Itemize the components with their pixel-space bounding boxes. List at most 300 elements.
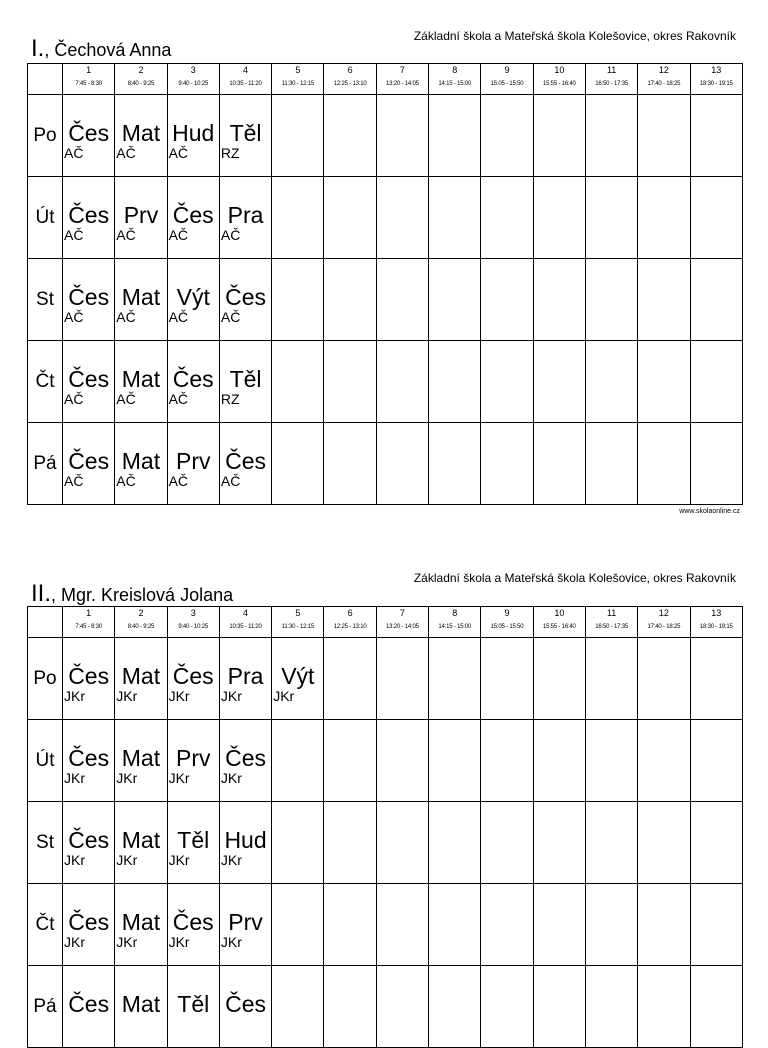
lesson-teacher: JKr <box>220 851 242 868</box>
lesson-subject: Čes <box>172 662 214 689</box>
period-time: 10:35 - 11:20 <box>229 624 262 630</box>
period-header <box>219 64 271 95</box>
period-header <box>115 64 167 95</box>
period-header <box>115 607 167 638</box>
empty-cell <box>533 638 585 720</box>
lesson-subject: Čes <box>68 662 110 689</box>
lesson-cell <box>167 259 219 341</box>
day-label: Pá <box>28 423 63 505</box>
lesson-subject: Hud <box>172 119 215 146</box>
empty-cell <box>690 966 742 1048</box>
lesson-teacher: AČ <box>220 472 241 489</box>
lesson-cell <box>115 638 167 720</box>
empty-cell <box>638 177 690 259</box>
lesson-teacher: JKr <box>116 687 138 704</box>
lesson-subject: Čes <box>68 990 110 1017</box>
lesson-subject: Čes <box>172 201 214 228</box>
empty-cell <box>533 259 585 341</box>
day-row <box>28 423 743 505</box>
lesson-cell <box>167 95 219 177</box>
period-time: 15:55 - 16:40 <box>542 81 576 87</box>
empty-cell <box>481 966 533 1048</box>
period-number: 5 <box>295 65 301 75</box>
day-label: Út <box>28 177 63 259</box>
day-label: Po <box>28 95 63 177</box>
empty-cell <box>429 177 481 259</box>
empty-cell <box>638 884 690 966</box>
day-row <box>28 177 743 259</box>
period-number: 6 <box>347 608 353 618</box>
lesson-teacher: JKr <box>116 933 138 950</box>
empty-cell <box>585 802 637 884</box>
period-time: 17:40 - 18:25 <box>647 81 681 87</box>
empty-cell <box>481 720 533 802</box>
lesson-teacher: AČ <box>64 472 84 489</box>
lesson-subject: Čes <box>225 744 266 771</box>
lesson-subject: Výt <box>281 662 315 689</box>
lesson-cell <box>115 95 167 177</box>
empty-cell <box>690 638 742 720</box>
empty-cell <box>429 720 481 802</box>
lesson-subject: Mat <box>121 744 161 771</box>
lesson-cell <box>167 177 219 259</box>
empty-cell <box>585 720 637 802</box>
empty-cell <box>533 802 585 884</box>
empty-cell <box>324 423 376 505</box>
class-title <box>31 35 171 63</box>
lesson-subject: Čes <box>225 283 266 310</box>
lesson-cell <box>115 259 167 341</box>
period-header <box>324 607 376 638</box>
empty-cell <box>376 720 428 802</box>
empty-cell <box>638 966 690 1048</box>
lesson-teacher: AČ <box>64 144 84 161</box>
lesson-cell <box>167 423 219 505</box>
period-time: 11:30 - 12:15 <box>281 81 314 87</box>
lesson-teacher: JKr <box>64 687 85 704</box>
day-label: Pá <box>28 966 63 1048</box>
empty-cell <box>481 423 533 505</box>
lesson-cell <box>63 259 115 341</box>
lesson-cell <box>219 884 271 966</box>
lesson-cell <box>63 720 115 802</box>
empty-cell <box>429 423 481 505</box>
lesson-cell <box>219 720 271 802</box>
empty-cell <box>690 95 742 177</box>
lesson-teacher: AČ <box>220 308 241 325</box>
class-roman: II. <box>31 580 52 607</box>
lesson-subject: Čes <box>68 744 110 771</box>
period-header <box>272 64 324 95</box>
lesson-cell <box>219 638 271 720</box>
day-row <box>28 341 743 423</box>
empty-cell <box>272 177 324 259</box>
empty-cell <box>376 638 428 720</box>
lesson-cell <box>167 720 219 802</box>
period-number: 11 <box>606 608 617 618</box>
empty-cell <box>638 802 690 884</box>
lesson-teacher: AČ <box>116 226 136 243</box>
empty-cell <box>638 341 690 423</box>
empty-cell <box>324 966 376 1048</box>
empty-cell <box>585 259 637 341</box>
empty-cell <box>690 177 742 259</box>
lesson-cell <box>63 177 115 259</box>
lesson-cell <box>115 720 167 802</box>
empty-cell <box>324 177 376 259</box>
lesson-cell <box>115 802 167 884</box>
period-time: 14:15 - 15:00 <box>438 624 472 630</box>
empty-cell <box>272 720 324 802</box>
lesson-subject: Čes <box>68 201 110 228</box>
empty-cell <box>533 95 585 177</box>
empty-cell <box>690 720 742 802</box>
empty-cell <box>376 177 428 259</box>
class-title <box>31 580 233 608</box>
lesson-cell <box>115 341 167 423</box>
corner-cell <box>28 64 63 95</box>
day-row <box>28 802 743 884</box>
period-number: 2 <box>138 608 144 618</box>
lesson-teacher: AČ <box>116 472 136 489</box>
period-time: 13:20 - 14:05 <box>386 81 419 87</box>
lesson-subject: Čes <box>68 365 110 392</box>
empty-cell <box>376 966 428 1048</box>
lesson-teacher: RZ <box>220 144 240 161</box>
empty-cell <box>690 802 742 884</box>
period-header <box>638 64 690 95</box>
day-label: Út <box>28 720 63 802</box>
empty-cell <box>690 884 742 966</box>
period-time: 16:50 - 17:35 <box>595 81 628 87</box>
empty-cell <box>429 638 481 720</box>
period-header <box>429 607 481 638</box>
lesson-cell <box>63 884 115 966</box>
period-number: 3 <box>190 65 196 75</box>
lesson-cell <box>167 341 219 423</box>
lesson-teacher: JKr <box>116 769 138 786</box>
lesson-teacher: AČ <box>168 308 189 325</box>
lesson-teacher: AČ <box>116 144 136 161</box>
empty-cell <box>429 802 481 884</box>
lesson-teacher: JKr <box>220 687 242 704</box>
empty-cell <box>481 259 533 341</box>
period-header <box>690 607 742 638</box>
empty-cell <box>638 95 690 177</box>
empty-cell <box>481 802 533 884</box>
period-time: 12:25 - 13:10 <box>333 624 367 630</box>
empty-cell <box>585 423 637 505</box>
empty-cell <box>585 95 637 177</box>
empty-cell <box>481 341 533 423</box>
footer-url: www.skolaonline.cz <box>679 508 740 515</box>
lesson-cell <box>63 638 115 720</box>
lesson-teacher: JKr <box>168 933 190 950</box>
period-number: 9 <box>504 65 510 75</box>
lesson-teacher: AČ <box>64 390 84 407</box>
period-number: 13 <box>711 608 722 618</box>
class-roman: I. <box>31 35 45 62</box>
lesson-cell <box>219 802 271 884</box>
lesson-subject: Těl <box>229 365 262 392</box>
lesson-teacher: JKr <box>168 769 190 786</box>
period-header <box>376 64 428 95</box>
lesson-subject: Čes <box>225 990 266 1017</box>
class-sep: , <box>44 40 55 60</box>
period-header <box>481 64 533 95</box>
empty-cell <box>585 177 637 259</box>
day-label: Po <box>28 638 63 720</box>
empty-cell <box>533 341 585 423</box>
period-header <box>376 607 428 638</box>
period-time: 12:25 - 13:10 <box>333 81 367 87</box>
empty-cell <box>324 884 376 966</box>
lesson-teacher: JKr <box>116 851 138 868</box>
lesson-subject: Mat <box>121 365 161 392</box>
period-time: 18:30 - 19:15 <box>699 624 733 630</box>
school-name: Základní škola a Mateřská škola Kolešovice, okres Rakovník <box>413 29 736 43</box>
lesson-teacher: AČ <box>168 144 189 161</box>
period-header <box>63 607 115 638</box>
day-row <box>28 259 743 341</box>
period-header <box>533 607 585 638</box>
empty-cell <box>638 638 690 720</box>
lesson-subject: Mat <box>121 662 161 689</box>
empty-cell <box>376 341 428 423</box>
lesson-subject: Těl <box>177 826 210 853</box>
period-time: 16:50 - 17:35 <box>595 624 628 630</box>
empty-cell <box>481 638 533 720</box>
empty-cell <box>324 638 376 720</box>
lesson-teacher: AČ <box>168 390 189 407</box>
lesson-cell <box>63 802 115 884</box>
empty-cell <box>533 177 585 259</box>
empty-cell <box>376 423 428 505</box>
day-label: Čt <box>28 341 63 423</box>
period-number: 9 <box>504 608 510 618</box>
empty-cell <box>324 95 376 177</box>
class-teacher: Mgr. Kreislová Jolana <box>61 585 234 605</box>
day-label: St <box>28 259 63 341</box>
period-number: 5 <box>295 608 301 618</box>
lesson-subject: Prv <box>228 908 263 935</box>
lesson-subject: Prv <box>175 447 211 474</box>
lesson-teacher: JKr <box>273 687 295 704</box>
empty-cell <box>429 884 481 966</box>
lesson-subject: Čes <box>68 826 110 853</box>
lesson-subject: Mat <box>121 826 161 853</box>
empty-cell <box>376 884 428 966</box>
lesson-teacher: JKr <box>220 769 242 786</box>
period-header <box>638 607 690 638</box>
lesson-subject: Pra <box>227 201 264 228</box>
lesson-teacher: AČ <box>64 308 84 325</box>
lesson-cell <box>219 423 271 505</box>
lesson-subject: Mat <box>121 908 161 935</box>
period-header <box>585 607 637 638</box>
period-time: 14:15 - 15:00 <box>438 81 472 87</box>
empty-cell <box>533 423 585 505</box>
period-number: 11 <box>606 65 617 75</box>
empty-cell <box>324 802 376 884</box>
lesson-cell <box>115 884 167 966</box>
period-time: 9:40 - 10:25 <box>178 81 209 87</box>
day-row <box>28 966 743 1048</box>
class-sep: , <box>51 585 62 605</box>
day-row <box>28 720 743 802</box>
lesson-subject: Čes <box>172 908 214 935</box>
lesson-cell <box>167 884 219 966</box>
period-number: 10 <box>554 65 565 75</box>
empty-cell <box>481 884 533 966</box>
period-number: 6 <box>347 65 353 75</box>
empty-cell <box>272 259 324 341</box>
period-time: 11:30 - 12:15 <box>281 624 314 630</box>
lesson-subject: Čes <box>68 447 110 474</box>
empty-cell <box>376 95 428 177</box>
period-number: 12 <box>658 65 669 75</box>
period-header <box>63 64 115 95</box>
empty-cell <box>376 802 428 884</box>
period-header <box>481 607 533 638</box>
period-time: 10:35 - 11:20 <box>229 81 262 87</box>
period-time: 15:05 - 15:50 <box>490 624 524 630</box>
period-header <box>690 64 742 95</box>
school-name: Základní škola a Mateřská škola Kolešovice, okres Rakovník <box>413 571 736 585</box>
empty-cell <box>533 720 585 802</box>
lesson-cell <box>63 966 115 1048</box>
lesson-subject: Čes <box>68 908 110 935</box>
lesson-cell <box>219 95 271 177</box>
lesson-subject: Prv <box>123 201 159 228</box>
lesson-subject: Mat <box>121 990 161 1017</box>
lesson-subject: Těl <box>177 990 210 1017</box>
period-number: 13 <box>711 65 722 75</box>
period-header <box>167 607 219 638</box>
lesson-cell <box>115 966 167 1048</box>
period-number: 7 <box>399 608 405 618</box>
lesson-subject: Těl <box>229 119 262 146</box>
period-header <box>219 607 271 638</box>
period-header-row <box>28 64 743 95</box>
period-header <box>167 64 219 95</box>
period-header <box>585 64 637 95</box>
lesson-teacher: AČ <box>168 472 189 489</box>
lesson-subject: Mat <box>121 283 161 310</box>
empty-cell <box>585 341 637 423</box>
lesson-teacher: AČ <box>168 226 189 243</box>
period-number: 8 <box>452 65 458 75</box>
empty-cell <box>690 341 742 423</box>
day-row <box>28 884 743 966</box>
period-number: 12 <box>658 608 669 618</box>
lesson-teacher: JKr <box>168 687 190 704</box>
lesson-cell <box>167 802 219 884</box>
period-header-row <box>28 607 743 638</box>
period-time: 18:30 - 19:15 <box>699 81 733 87</box>
period-number: 4 <box>243 608 249 618</box>
empty-cell <box>272 884 324 966</box>
class-teacher: Čechová Anna <box>54 40 172 60</box>
empty-cell <box>272 802 324 884</box>
period-time: 9:40 - 10:25 <box>178 624 209 630</box>
lesson-subject: Mat <box>121 447 161 474</box>
lesson-subject: Mat <box>121 119 161 146</box>
lesson-cell <box>63 341 115 423</box>
empty-cell <box>533 884 585 966</box>
period-header <box>272 607 324 638</box>
lesson-subject: Čes <box>68 283 110 310</box>
lesson-subject: Čes <box>172 365 214 392</box>
period-header <box>324 64 376 95</box>
lesson-cell <box>219 177 271 259</box>
lesson-cell <box>63 423 115 505</box>
lesson-cell <box>63 95 115 177</box>
empty-cell <box>272 95 324 177</box>
period-number: 4 <box>243 65 249 75</box>
timetable-grid <box>27 606 743 1048</box>
lesson-teacher: JKr <box>168 851 190 868</box>
lesson-teacher: AČ <box>116 390 136 407</box>
period-time: 17:40 - 18:25 <box>647 624 681 630</box>
period-number: 3 <box>190 608 196 618</box>
day-row <box>28 638 743 720</box>
empty-cell <box>324 720 376 802</box>
period-number: 1 <box>86 608 92 618</box>
lesson-subject: Prv <box>175 744 211 771</box>
lesson-teacher: AČ <box>64 226 84 243</box>
period-header <box>429 64 481 95</box>
empty-cell <box>481 95 533 177</box>
empty-cell <box>585 638 637 720</box>
empty-cell <box>690 259 742 341</box>
lesson-cell <box>219 341 271 423</box>
period-number: 1 <box>86 65 92 75</box>
empty-cell <box>481 177 533 259</box>
empty-cell <box>585 884 637 966</box>
lesson-teacher: JKr <box>64 851 85 868</box>
lesson-cell <box>167 966 219 1048</box>
lesson-cell <box>219 966 271 1048</box>
period-number: 2 <box>138 65 144 75</box>
lesson-subject: Čes <box>68 119 110 146</box>
lesson-teacher: AČ <box>220 226 241 243</box>
day-label: Čt <box>28 884 63 966</box>
period-time: 7:45 - 8:30 <box>75 624 102 630</box>
empty-cell <box>272 966 324 1048</box>
empty-cell <box>638 259 690 341</box>
lesson-cell <box>167 638 219 720</box>
empty-cell <box>429 95 481 177</box>
empty-cell <box>324 259 376 341</box>
lesson-subject: Čes <box>225 447 266 474</box>
period-time: 15:05 - 15:50 <box>490 81 524 87</box>
empty-cell <box>429 966 481 1048</box>
lesson-subject: Hud <box>224 826 267 853</box>
period-time: 13:20 - 14:05 <box>386 624 419 630</box>
timetable-grid <box>27 63 743 505</box>
empty-cell <box>429 259 481 341</box>
lesson-teacher: JKr <box>220 933 242 950</box>
period-number: 10 <box>554 608 565 618</box>
empty-cell <box>324 341 376 423</box>
day-row <box>28 95 743 177</box>
lesson-teacher: JKr <box>64 933 85 950</box>
lesson-cell <box>115 177 167 259</box>
day-label: St <box>28 802 63 884</box>
period-time: 15:55 - 16:40 <box>542 624 576 630</box>
lesson-teacher: RZ <box>220 390 240 407</box>
